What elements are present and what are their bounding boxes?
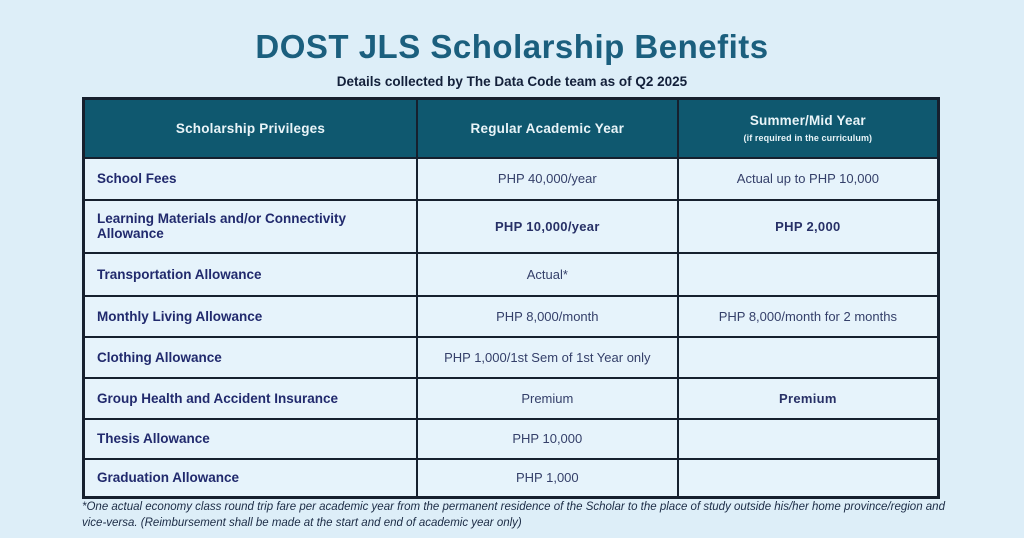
table-row: [84, 337, 939, 378]
regular-year-value-cell: Premium: [417, 378, 678, 419]
table-row: [84, 378, 939, 419]
summer-year-value-cell: PHP 2,000: [678, 200, 939, 253]
page-title: DOST JLS Scholarship Benefits: [255, 28, 769, 65]
summer-year-value-cell: PHP 8,000/month for 2 months: [678, 296, 939, 337]
summer-year-value-cell: [678, 419, 939, 459]
table-row: [84, 253, 939, 296]
table-header-row: [84, 99, 939, 158]
privilege-cell: Monthly Living Allowance: [84, 296, 417, 337]
footnote: *One actual economy class round trip fare per academic year from the permanent residence of the Scholar to the place of study outside his/her home province/region and vice-versa. (Reimbursement shall be made at the start and end of academic year only): [82, 501, 945, 529]
privilege-cell: Group Health and Accident Insurance: [84, 378, 417, 419]
summer-year-value-cell: [678, 253, 939, 296]
regular-year-value-cell: PHP 1,000/1st Sem of 1st Year only: [417, 337, 678, 378]
summer-year-value-cell: Actual up to PHP 10,000: [678, 158, 939, 200]
page-subtitle: Details collected by The Data Code team as of Q2 2025: [336, 74, 688, 89]
column-header-label: Regular Academic Year: [470, 120, 625, 136]
column-header-sublabel: (if required in the curriculum): [743, 133, 873, 144]
regular-year-value-cell: Actual*: [417, 253, 678, 296]
table-row: [84, 459, 939, 498]
privilege-cell: School Fees: [84, 158, 417, 200]
regular-year-value-cell: PHP 8,000/month: [417, 296, 678, 337]
table-row: [84, 296, 939, 337]
privilege-cell: Thesis Allowance: [84, 419, 417, 459]
column-header-label: Scholarship Privileges: [175, 120, 326, 136]
column-header-regular-year: [417, 99, 678, 158]
column-header-privileges: [84, 99, 417, 158]
column-header-summer-year: [678, 99, 939, 158]
table-row: [84, 200, 939, 253]
table-row: [84, 158, 939, 200]
privilege-cell: Transportation Allowance: [84, 253, 417, 296]
summer-year-value-cell: Premium: [678, 378, 939, 419]
regular-year-value-cell: PHP 1,000: [417, 459, 678, 498]
table-row: [84, 419, 939, 459]
regular-year-value-cell: PHP 10,000/year: [417, 200, 678, 253]
privilege-cell: Graduation Allowance: [84, 459, 417, 498]
privilege-cell: Learning Materials and/or Connectivity Allowance: [84, 200, 417, 253]
summer-year-value-cell: [678, 459, 939, 498]
scholarship-benefits-table: [82, 97, 940, 499]
column-header-label: Summer/Mid Year: [749, 113, 866, 129]
regular-year-value-cell: PHP 40,000/year: [417, 158, 678, 200]
summer-year-value-cell: [678, 337, 939, 378]
table-body: [84, 158, 939, 498]
regular-year-value-cell: PHP 10,000: [417, 419, 678, 459]
privilege-cell: Clothing Allowance: [84, 337, 417, 378]
